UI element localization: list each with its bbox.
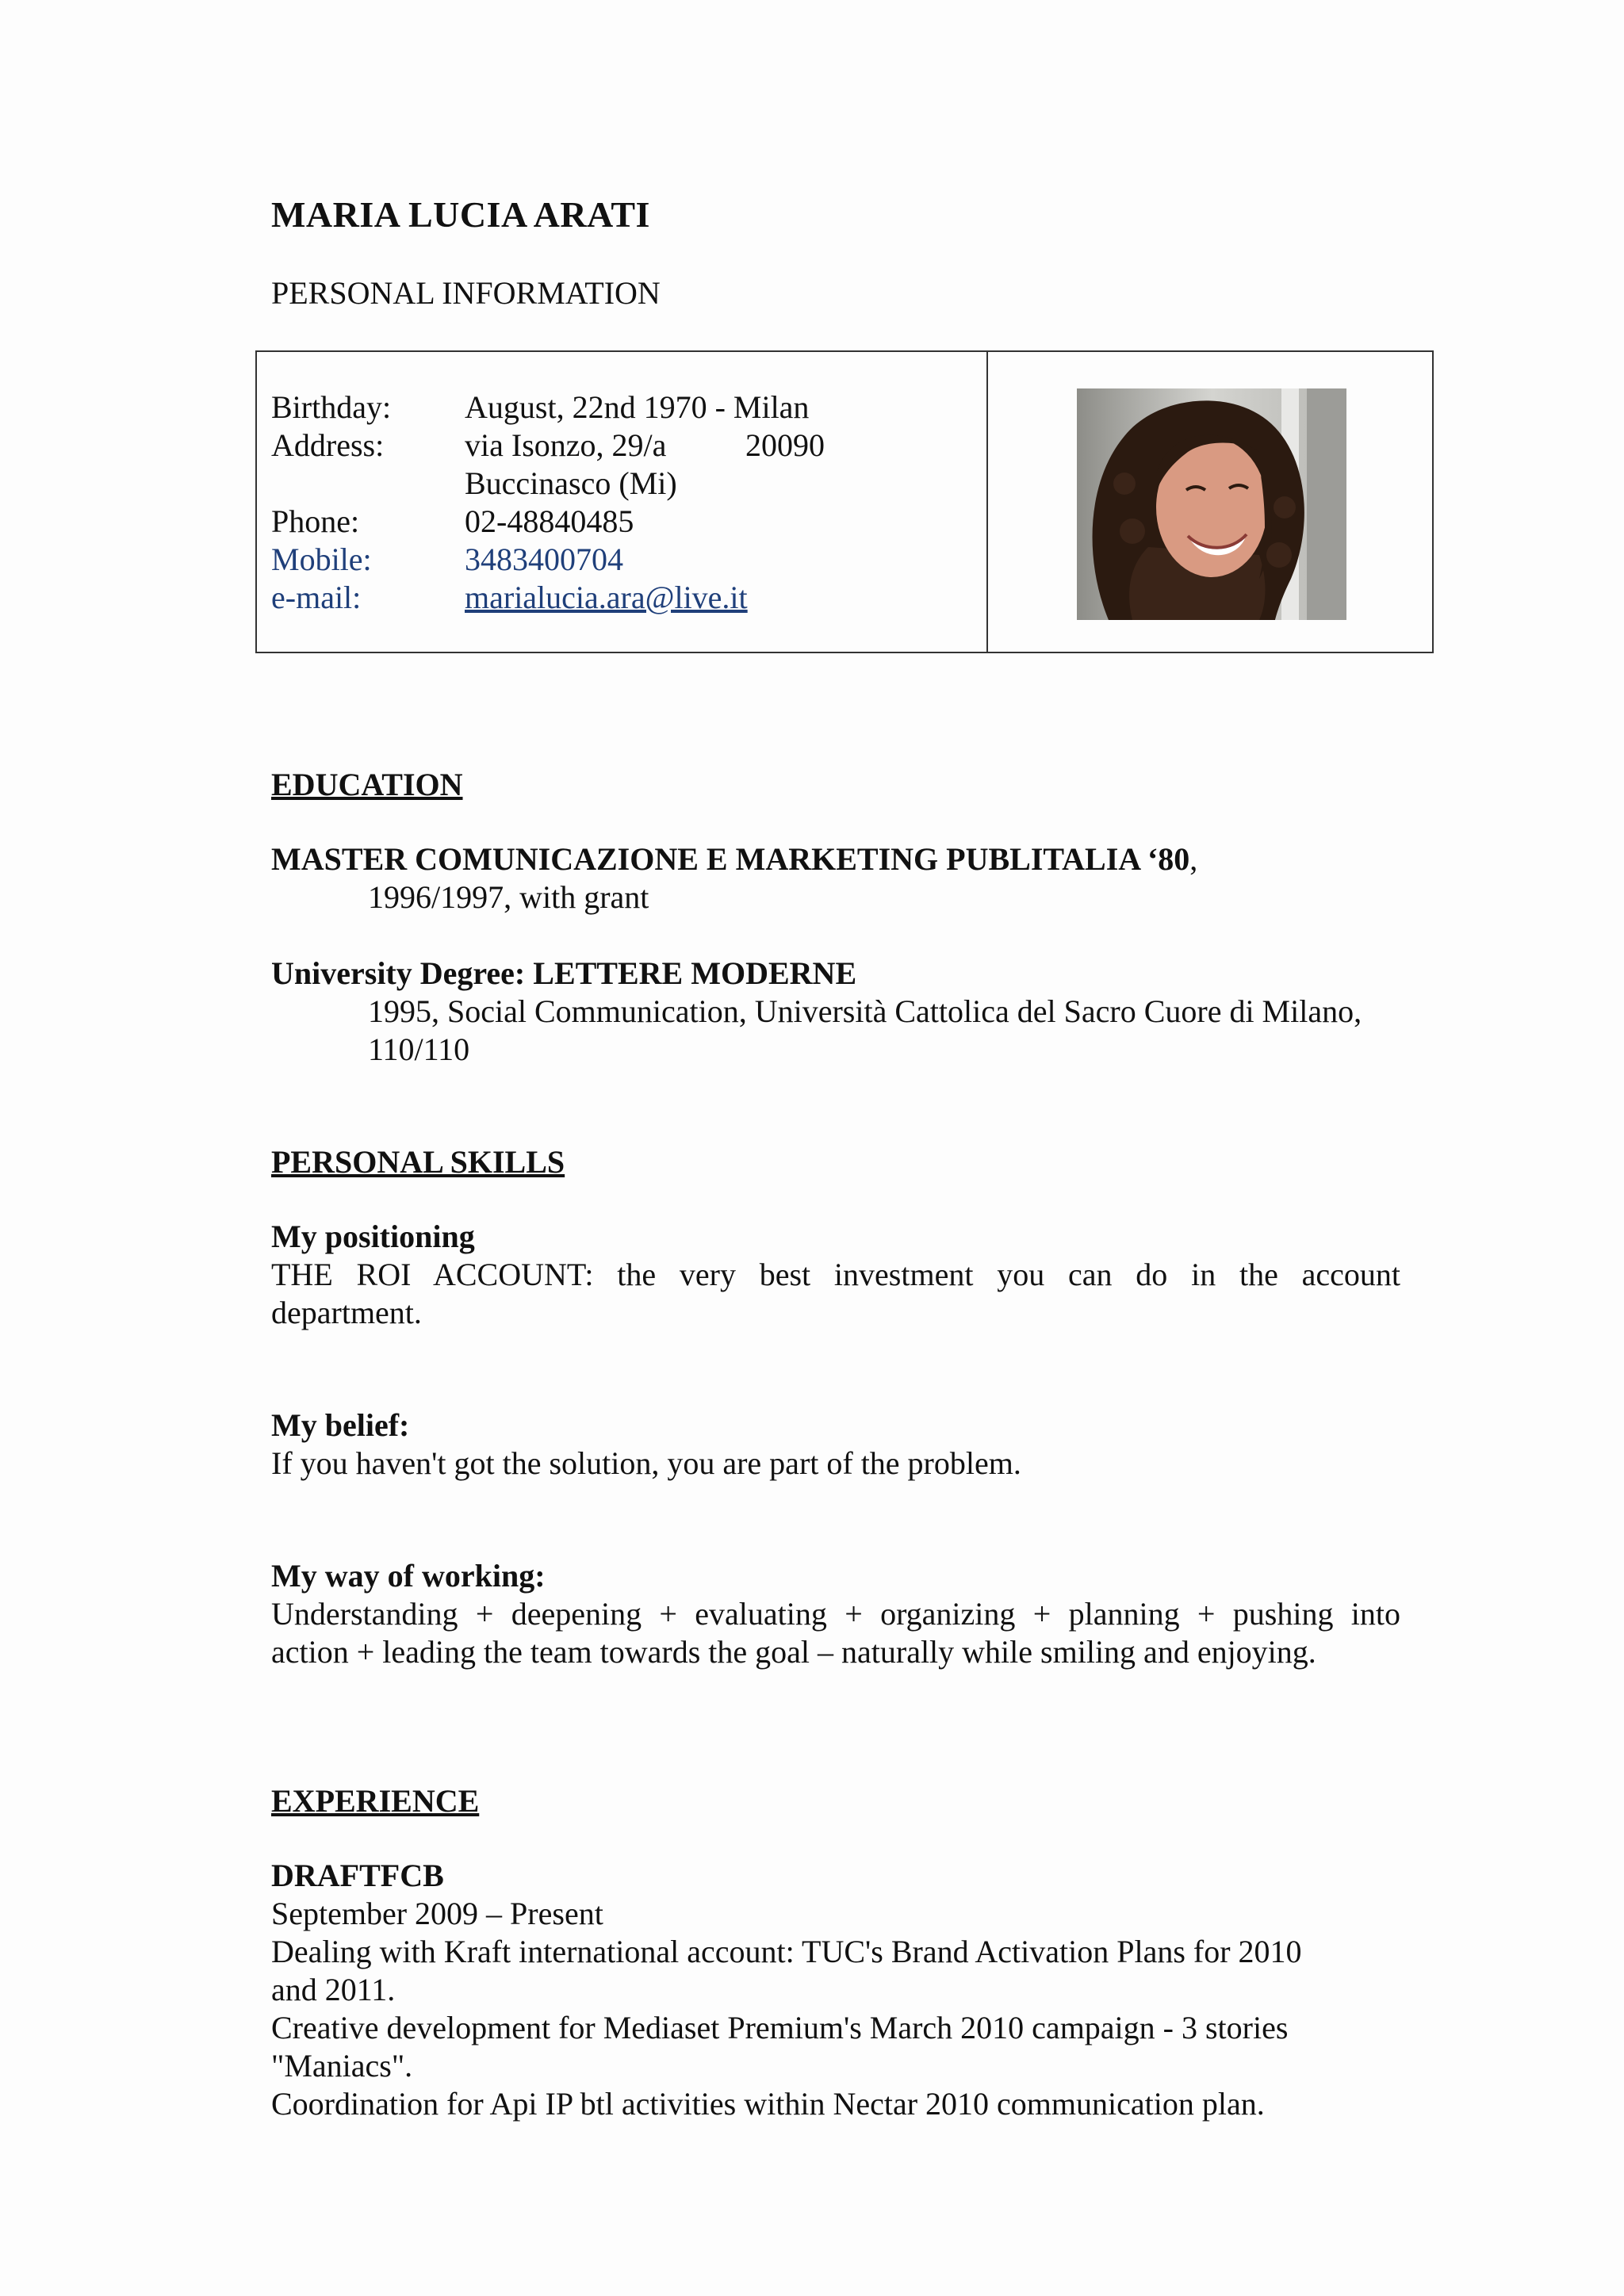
positioning-title: My positioning bbox=[271, 1219, 475, 1254]
address-line2: Buccinasco (Mi) bbox=[465, 465, 677, 501]
education-heading: EDUCATION bbox=[271, 767, 463, 802]
positioning-line2: department. bbox=[271, 1295, 422, 1330]
experience-period: September 2009 – Present bbox=[271, 1896, 603, 1931]
email-label: e-mail: bbox=[271, 580, 362, 615]
master-title: MASTER COMUNICAZIONE E MARKETING PUBLITALIA ‘80 bbox=[271, 841, 1190, 877]
phone-value: 02-48840485 bbox=[465, 503, 634, 539]
positioning-line1: THE ROI ACCOUNT: the very best investment you can do in the account bbox=[271, 1257, 1400, 1292]
personal-info-table bbox=[255, 350, 1434, 653]
birthday-value: August, 22nd 1970 - Milan bbox=[465, 389, 810, 425]
education-entry-1-title bbox=[271, 840, 1197, 878]
working-line1: Understanding + deepening + evaluating + organizing + planning + pushing into bbox=[271, 1596, 1400, 1632]
mobile-value: 3483400704 bbox=[465, 541, 623, 577]
experience-line: Dealing with Kraft international account: TUC's Brand Activation Plans for 2010 bbox=[271, 1934, 1302, 1969]
personal-skills-heading: PERSONAL SKILLS bbox=[271, 1144, 565, 1180]
degree-prefix: University Degree: bbox=[271, 955, 534, 991]
experience-line: "Maniacs". bbox=[271, 2048, 413, 2084]
candidate-name: MARIA LUCIA ARATI bbox=[271, 194, 650, 235]
experience-line: Coordination for Api IP btl activities within Nectar 2010 communication plan. bbox=[271, 2086, 1265, 2122]
master-title-comma: , bbox=[1189, 841, 1198, 877]
address-zip: 20090 bbox=[745, 427, 825, 463]
working-title: My way of working: bbox=[271, 1558, 546, 1594]
degree-title: LETTERE MODERNE bbox=[533, 955, 857, 991]
education-entry-2-detail-line2: 110/110 bbox=[368, 1031, 470, 1067]
phone-label: Phone: bbox=[271, 503, 360, 539]
mobile-label: Mobile: bbox=[271, 541, 372, 577]
profile-photo bbox=[1077, 388, 1346, 620]
belief-text: If you haven't got the solution, you are part of the problem. bbox=[271, 1445, 1021, 1481]
personal-information-title: PERSONAL INFORMATION bbox=[271, 275, 661, 311]
experience-heading: EXPERIENCE bbox=[271, 1783, 480, 1819]
education-entry-2-title bbox=[271, 955, 856, 992]
working-line2: action + leading the team towards the goal – naturally while smiling and enjoying. bbox=[271, 1634, 1316, 1670]
address-label: Address: bbox=[271, 427, 385, 463]
education-entry-1-detail: 1996/1997, with grant bbox=[368, 879, 649, 915]
education-entry-2-detail-line1: 1995, Social Communication, Università Cattolica del Sacro Cuore di Milano, bbox=[368, 993, 1362, 1029]
belief-title: My belief: bbox=[271, 1407, 410, 1443]
birthday-label: Birthday: bbox=[271, 389, 392, 425]
table-divider bbox=[986, 352, 988, 652]
address-line1: via Isonzo, 29/a bbox=[465, 427, 667, 463]
experience-line: Creative development for Mediaset Premium's March 2010 campaign - 3 stories bbox=[271, 2010, 1289, 2045]
experience-line: and 2011. bbox=[271, 1972, 396, 2007]
email-link[interactable]: marialucia.ara@live.it bbox=[465, 580, 748, 615]
experience-company: DRAFTFCB bbox=[271, 1858, 444, 1893]
